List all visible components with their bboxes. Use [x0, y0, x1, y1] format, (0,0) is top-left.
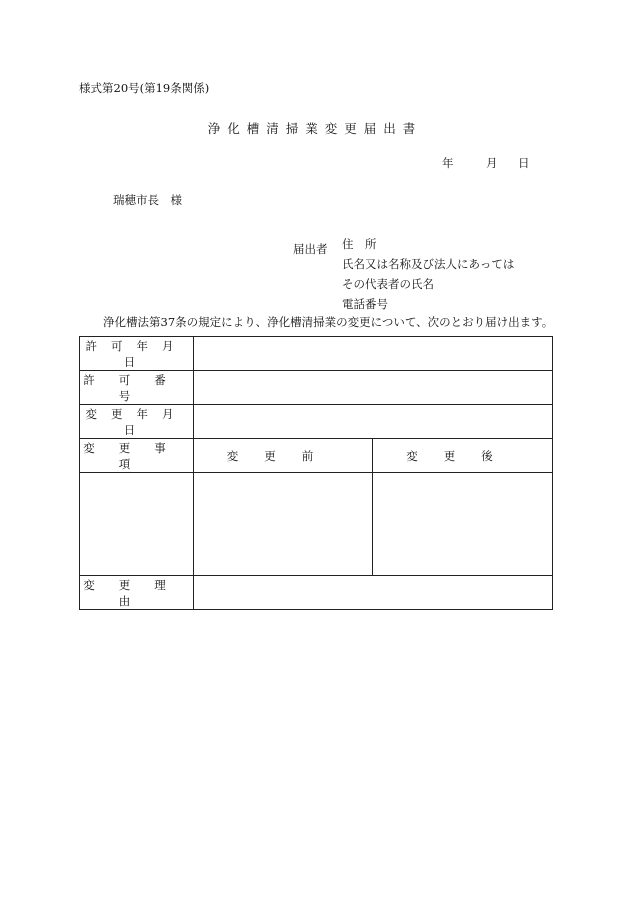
- before-header: 変更前: [194, 439, 373, 473]
- change-item-field[interactable]: [80, 473, 194, 576]
- statement-text: 浄化槽法第37条の規定により、浄化槽清掃業の変更について、次のとおり届け出ます。: [103, 315, 554, 329]
- change-date-field[interactable]: [194, 405, 553, 439]
- change-date-label: 変更年月日: [80, 405, 194, 439]
- notifier-name-label-1: 氏名又は名称及び法人にあっては: [342, 257, 515, 271]
- addressee: 瑞穂市長 様: [113, 193, 182, 207]
- table-row: [80, 405, 553, 439]
- after-header: 変更後: [373, 439, 553, 473]
- notifier-address-label: 住 所: [342, 237, 377, 251]
- permit-number-label: 許可番号: [80, 371, 194, 405]
- form-number: 様式第20号(第19条関係): [79, 81, 210, 95]
- date-line: [442, 155, 530, 171]
- notifier-label: 届出者: [293, 242, 328, 256]
- date-month-label: 月: [486, 156, 498, 170]
- change-reason-label: 変更理由: [80, 576, 194, 610]
- table-row: [80, 439, 553, 473]
- permit-date-label: 許可年月日: [80, 337, 194, 371]
- table-row: [80, 576, 553, 610]
- after-field[interactable]: [373, 473, 553, 576]
- change-item-label: 変更事項: [80, 439, 194, 473]
- permit-number-field[interactable]: [194, 371, 553, 405]
- before-field[interactable]: [194, 473, 373, 576]
- notifier-name-label-2: その代表者の氏名: [342, 277, 434, 291]
- change-reason-field[interactable]: [194, 576, 553, 610]
- notification-table: [79, 336, 553, 610]
- document-title: 浄化槽清掃業変更届出書: [207, 121, 423, 136]
- notifier-phone-label: 電話番号: [342, 297, 388, 311]
- date-day-label: 日: [518, 156, 530, 170]
- table-row: [80, 473, 553, 576]
- table-row: [80, 371, 553, 405]
- permit-date-field[interactable]: [194, 337, 553, 371]
- table-row: [80, 337, 553, 371]
- date-year-label: 年: [442, 156, 454, 170]
- notifier-block: [342, 234, 514, 314]
